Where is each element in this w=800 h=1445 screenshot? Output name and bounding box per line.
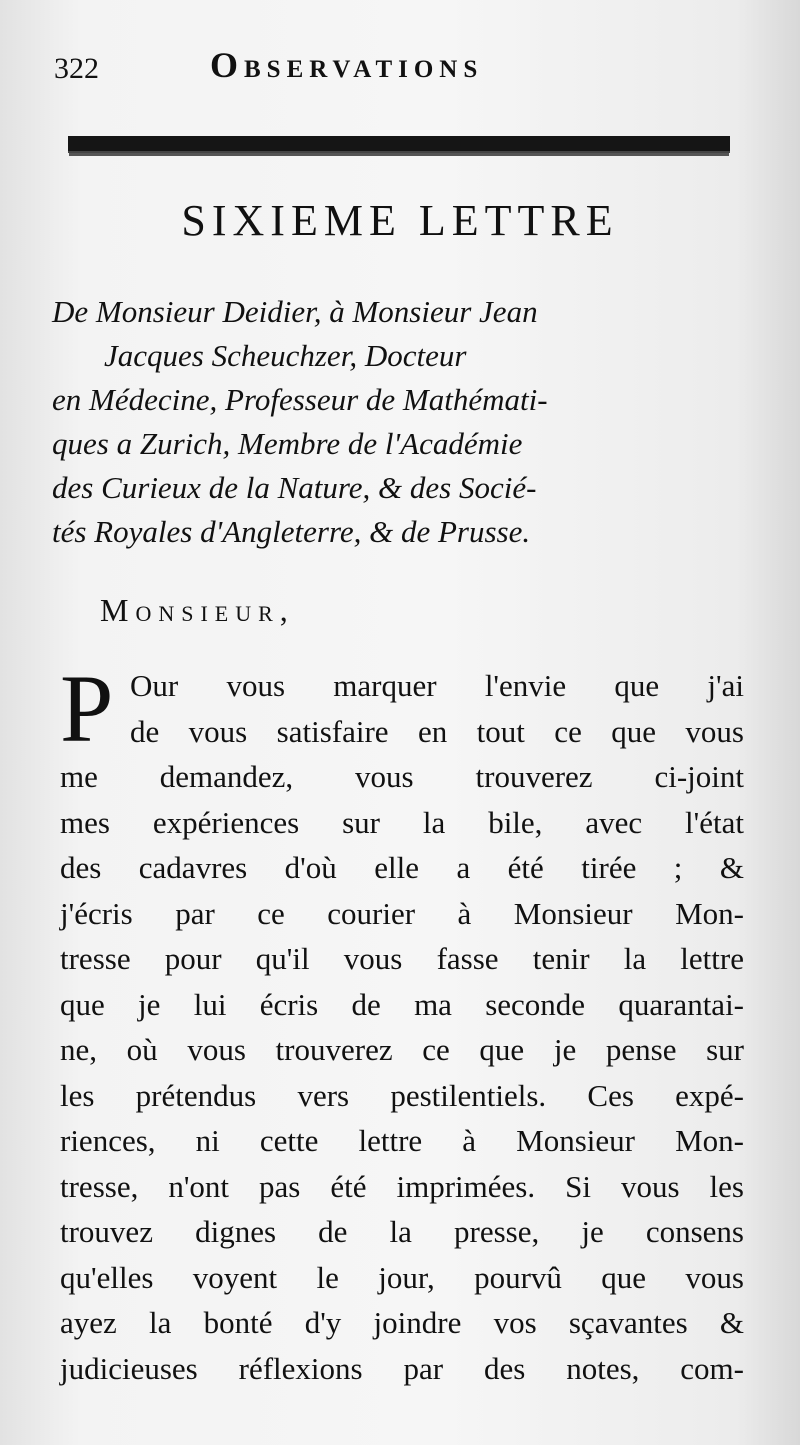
body-line: les prétendus vers pestilentiels. Ces expé- [60, 1077, 744, 1113]
body-line: tresse pour qu'il vous fasse tenir la lettre [60, 941, 744, 976]
addressee-line: ques a Zurich, Membre de l'Académie [52, 426, 523, 461]
addressee-line: des Curieux de la Nature, & des Socié- [52, 470, 537, 505]
running-head: Observations [210, 45, 484, 85]
body-line: ayez la bonté d'y joindre vos sçavantes & [60, 1305, 744, 1340]
body-line: des cadavres d'où elle a été tirée ; & [60, 850, 744, 885]
body-line: mes expériences sur la bile, avec l'état [60, 804, 744, 840]
body-line: me demandez, vous trouverez ci-joint [60, 759, 744, 794]
body-line: que je lui écris de ma seconde quarantai- [60, 986, 744, 1022]
body-line: tresse, n'ont pas été imprimées. Si vous les [60, 1168, 744, 1204]
body-line: qu'elles voyent le jour, pourvû que vous [60, 1259, 744, 1295]
page-number: 322 [54, 52, 99, 85]
drop-cap: P [60, 655, 114, 762]
body-line: trouvez dignes de la presse, je consens [60, 1214, 744, 1249]
addressee-line: De Monsieur Deidier, à Monsieur Jean [52, 294, 538, 329]
addressee-line: tés Royales d'Angleterre, & de Prusse. [52, 514, 531, 549]
body-line: j'écris par ce courier à Monsieur Mon- [60, 895, 744, 931]
addressee-block [52, 290, 752, 554]
page-header [50, 40, 750, 100]
body-line: ne, où vous trouverez ce que je pense sur [60, 1032, 744, 1067]
body-line: Our vous marquer l'envie que j'ai [130, 668, 744, 703]
addressee-line: en Médecine, Professeur de Mathémati- [52, 382, 548, 417]
body-line: riences, ni cette lettre à Monsieur Mon- [60, 1123, 744, 1158]
body-line: de vous satisfaire en tout ce que vous [130, 713, 744, 749]
body-line: judicieuses réflexions par des notes, com- [60, 1350, 744, 1386]
letter-body [60, 655, 744, 1391]
addressee-line: Jacques Scheuchzer, Docteur [104, 338, 467, 373]
salutation: Monsieur, [100, 592, 295, 628]
header-rule [68, 136, 730, 153]
letter-title: SIXIEME LETTRE [181, 196, 619, 245]
